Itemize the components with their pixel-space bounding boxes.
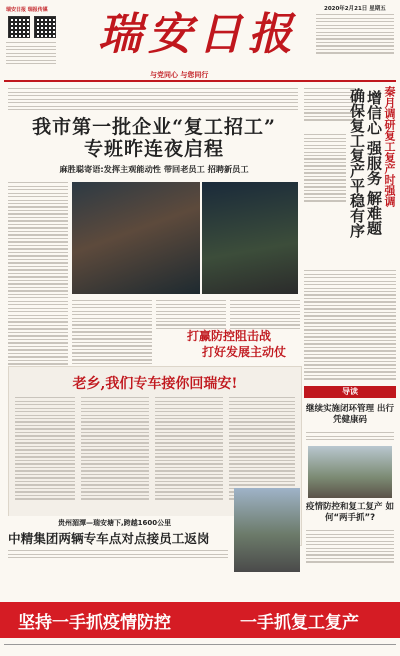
masthead-rule: [4, 80, 396, 82]
guide-item-1-text: [306, 430, 394, 443]
masthead: [0, 0, 400, 82]
bus-story-title: 中精集团两辆专车点对点接员工返岗: [8, 531, 210, 546]
lead-body-mid-2: [156, 298, 226, 331]
lead-body-mid: [72, 298, 152, 377]
side-story-body-2: [304, 268, 396, 382]
issue-info: [316, 12, 394, 56]
slogan-line-2: 打好发展主动仗: [201, 345, 286, 359]
feature-body-3: [155, 395, 223, 502]
bottom-banner: [0, 602, 400, 638]
guide-item-2-text: [306, 528, 394, 565]
feature-body-4: [229, 395, 295, 502]
guide-photo: [308, 446, 392, 498]
masthead-slogan: 与党同心 与您同行: [150, 71, 209, 79]
slogan-box: [158, 328, 300, 368]
masthead-left-text: [6, 40, 56, 66]
footer-rule: [4, 644, 396, 645]
lead-title-2: 专班昨连夜启程: [83, 138, 224, 160]
lead-photo: [72, 182, 200, 294]
qr-code[interactable]: [34, 16, 56, 38]
lead-subtitle: 麻胜聪寄语:发挥主观能动性 带回老员工 招聘新员工: [59, 164, 249, 174]
masthead-title: 瑞安日报: [98, 9, 298, 60]
bus-story-body: [8, 548, 228, 561]
feature-title: 老乡,我们专车接你回瑞安!: [72, 376, 238, 392]
bus-story-photo: [234, 488, 300, 572]
guide-section: [304, 386, 396, 586]
bus-story: [8, 516, 300, 590]
bus-story-kicker: 贵州湄潭—瑞安塘下,跨越1600公里: [58, 519, 172, 527]
guide-item-2[interactable]: 疫情防控和复工复产 如何“两手抓”?: [306, 502, 394, 523]
lead-body-left: [8, 180, 68, 377]
side-story-headline-2: 确保复工复产平稳有序: [348, 88, 366, 238]
lead-body-mid-3: [230, 298, 300, 331]
side-story-headline-1: 增信心 强服务 解难题: [365, 90, 383, 236]
banner-right: 一手抓复工复产: [240, 613, 359, 633]
masthead-left-block: [4, 4, 60, 70]
lead-photo-2: [202, 182, 298, 294]
guide-label: 导读: [304, 386, 396, 398]
feature-body-2: [81, 395, 149, 502]
qr-code[interactable]: [8, 16, 30, 38]
banner-left: 坚持一手抓疫情防控: [18, 613, 171, 633]
side-story-kicker: 秦月调研复工复产时强调: [383, 86, 396, 207]
feature-body-1: [15, 395, 75, 502]
intro-text: [8, 86, 298, 112]
lead-headline: [8, 116, 300, 175]
side-story-body: [304, 132, 346, 204]
guide-item-1[interactable]: 继续实施闭环管理 出行凭健康码: [306, 404, 394, 425]
slogan-line-1: 打赢防控阻击战: [186, 329, 271, 343]
lead-title: 我市第一批企业“复工招工”: [32, 116, 276, 138]
qr-caption: 瑞安日报 瑞报传媒: [6, 7, 48, 13]
issue-date: 2020年2月21日 星期五: [324, 6, 386, 12]
